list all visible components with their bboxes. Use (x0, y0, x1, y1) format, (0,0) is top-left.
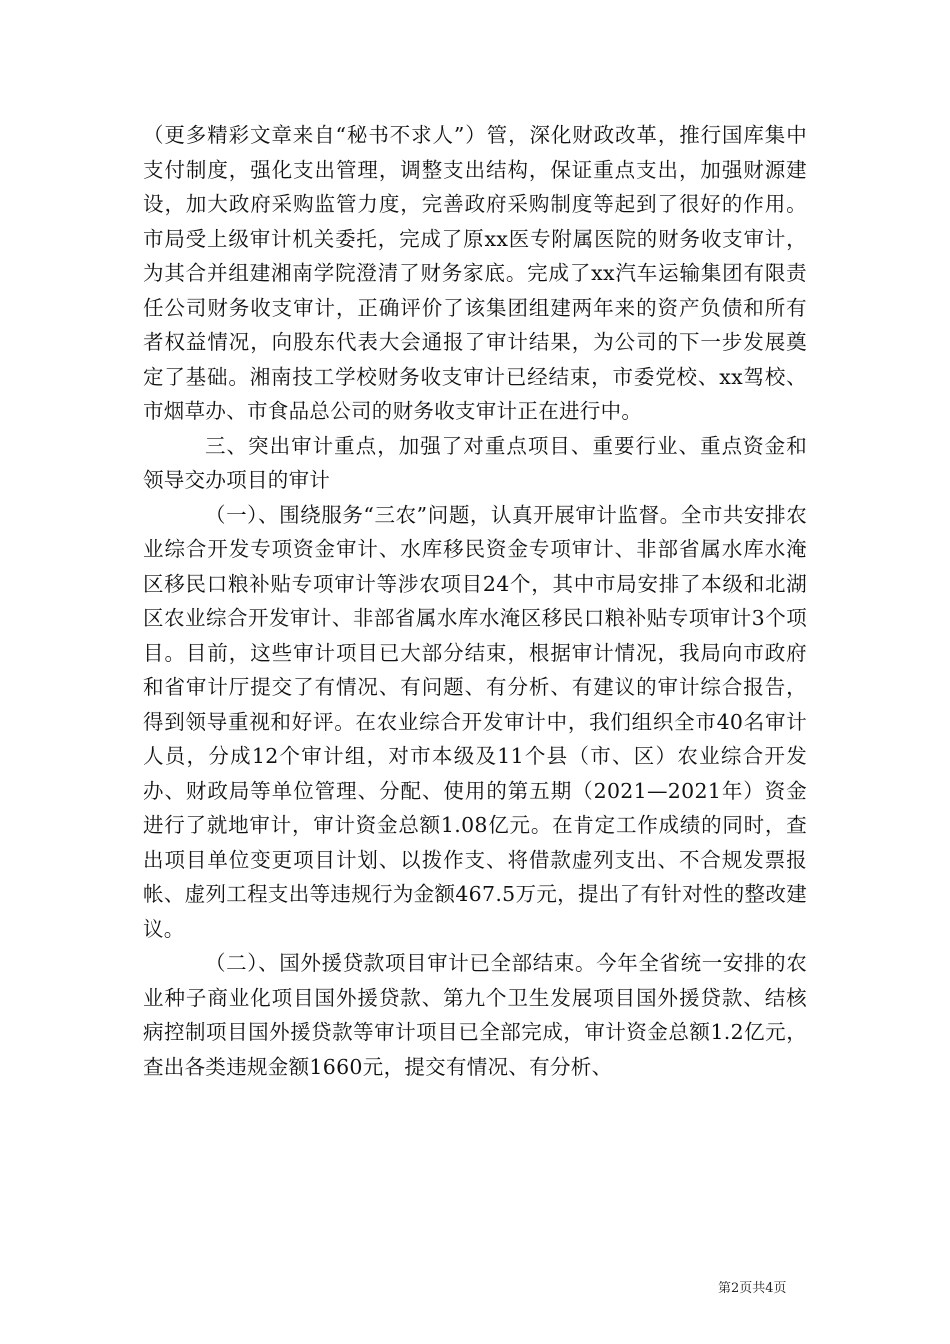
page-number: 第2页共4页 (718, 1281, 787, 1296)
paragraph-continuation: （更多精彩文章来自“秘书不求人”）管，深化财政改革，推行国库集中支付制度，强化支出管理，调整支出结构，保证重点支出，加强财源建设，加大政府采购监管力度，完善政府采购制度等起到了很好的作用。市局受上级审计机关委托，完成了原xx医专附属医院的财务收支审计，为其合并组建湘南学院澄清了财务家底。完成了xx汽车运输集团有限责任公司财务收支审计，正确评价了该集团组建两年来的资产负债和所有者权益情况，向股东代表大会通报了审计结果，为公司的下一步发展奠定了基础。湘南技工学校财务收支审计已经结束，市委党校、xx驾校、市烟草办、市食品总公司的财务收支审计正在进行中。 (143, 123, 807, 423)
paragraph-subsection-1: （一）、围绕服务“三农”问题，认真开展审计监督。全市共安排农业综合开发专项资金审计、水库移民资金专项审计、非部省属水库水淹区移民口粮补贴专项审计等涉农项目24个，其中市局安排了本级和北湖区农业综合开发审计、非部省属水库水淹区移民口粮补贴专项审计3个项目。目前，这些审计项目已大部分结束，根据审计情况，我局向市政府和省审计厅提交了有情况、有问题、有分析、有建议的审计综合报告，得到领导重视和好评。在农业综合开发审计中，我们组织全市40名审计人员，分成12个审计组，对市本级及11个县（市、区）农业综合开发办、财政局等单位管理、分配、使用的第五期（2021—2021年）资金进行了就地审计，审计资金总额1.08亿元。在肯定工作成绩的同时，查出项目单位变更项目计划、以拨作支、将借款虚列支出、不合规发票报帐、虚列工程支出等违规行为金额467.5万元，提出了有针对性的整改建议。 (143, 502, 807, 941)
document-body (143, 118, 807, 1084)
paragraph-subsection-2: （二）、国外援贷款项目审计已全部结束。今年全省统一安排的农业种子商业化项目国外援贷款、第九个卫生发展项目国外援贷款、结核病控制项目国外援贷款等审计项目已全部完成，审计资金总额1.2亿元，查出各类违规金额1660元，提交有情况、有分析、 (143, 951, 807, 1079)
section-heading: 三、突出审计重点，加强了对重点项目、重要行业、重点资金和领导交办项目的审计 (143, 433, 807, 492)
